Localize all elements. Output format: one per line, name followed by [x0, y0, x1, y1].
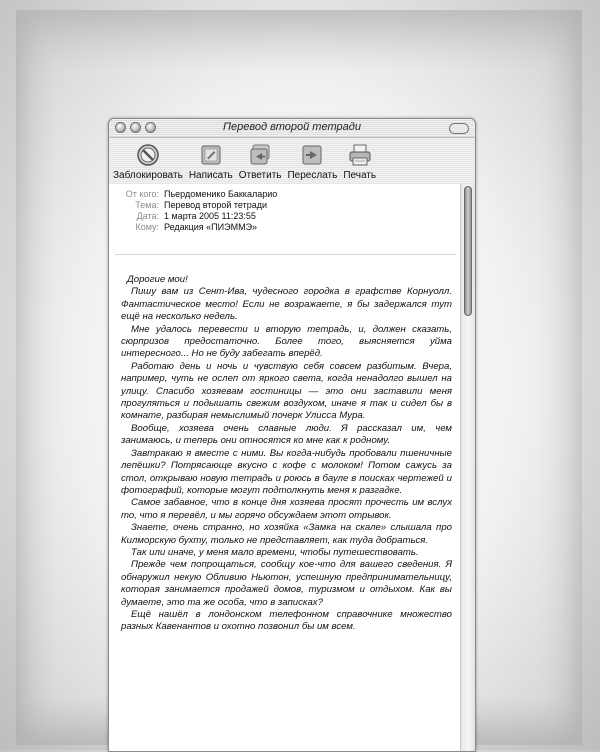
forward-button[interactable]	[287, 138, 337, 181]
header-to-label: Кому:	[135, 222, 159, 232]
reply-icon	[248, 143, 272, 167]
message-pane	[109, 184, 460, 751]
body-paragraph: Завтракаю я вместе с ними. Вы когда-нибудь пробовали пшеничные лепёшки? Потрясающе вкусно с кофе с молоком! Потом сажусь за стол, открываю новую тетрадь и роюсь в бауле в поисках чертежей и фотографий, которые могут подтолкнуть меня к разгадке.	[121, 447, 452, 496]
toolbar-toggle-button[interactable]	[449, 123, 469, 134]
header-date	[113, 211, 460, 222]
header-from-label: От кого:	[125, 189, 159, 199]
body-paragraph: Мне удалось перевести и вторую тетрадь, и, должен сказать, сюрпризов предостаточно. Более того, выясняется уйма интересного... Но не буду забегать вперёд.	[121, 323, 452, 360]
block-icon	[136, 143, 160, 167]
forward-button-label: Переслать	[287, 170, 338, 181]
block-button-label: Заблокировать	[113, 170, 183, 181]
block-button[interactable]	[113, 138, 183, 181]
header-date-label: Дата:	[136, 211, 159, 221]
body-paragraph: Знаете, очень странно, но хозяйка «Замка на скале» слышала про Килморскую бухту, только не представляет, как туда добраться.	[121, 522, 452, 546]
toolbar	[109, 138, 475, 185]
body-paragraph: Работаю день и ночь и чувствую себя совсем разбитым. Вчера, например, чуть не ослеп от яркого света, когда ненадолго вышел на улицу. Спасибо хозяевам гостиницы — это они заставили меня прогуляться и подышать свежим воздухом, иначе я так и сидел бы в комнате, разбирая немыслимый почерк Улисса Мура.	[121, 360, 452, 422]
message-body	[121, 274, 452, 634]
body-paragraph: Так или иначе, у меня мало времени, чтобы путешествовать.	[131, 546, 419, 558]
body-paragraph: Самое забавное, что в конце дня хозяева просят прочесть им вслух то, что я перевёл, и мы горячо обсуждаем этот отрывок.	[121, 497, 452, 521]
header-to	[113, 222, 460, 233]
paper-stain-top	[16, 10, 582, 70]
window-title: Перевод второй тетради	[223, 121, 361, 133]
compose-icon	[199, 143, 223, 167]
compose-button[interactable]	[189, 138, 233, 181]
print-button-label: Печать	[343, 170, 377, 181]
header-subject	[113, 200, 460, 211]
header-from-value: Пьердоменико Баккаларио	[164, 189, 278, 199]
body-paragraph: Вообще, хозяева очень славные люди. Я рассказал им, чем занимаюсь, и теперь они относятся ко мне как к родному.	[121, 422, 452, 447]
reply-button[interactable]	[239, 138, 282, 181]
mail-window	[108, 118, 476, 752]
header-to-value: Редакция «ПИЭММЭ»	[164, 222, 258, 232]
reply-button-label: Ответить	[238, 170, 282, 181]
printer-icon	[348, 143, 372, 167]
header-from	[113, 189, 460, 200]
greeting: Дорогие мои!	[127, 274, 188, 285]
print-button[interactable]	[343, 138, 376, 181]
scrollbar-thumb[interactable]	[464, 186, 472, 316]
forward-icon	[300, 143, 324, 167]
header-divider	[115, 254, 456, 255]
header-subject-value: Перевод второй тетради	[164, 200, 268, 210]
compose-button-label: Написать	[188, 170, 233, 181]
vertical-scrollbar[interactable]	[460, 184, 475, 751]
header-subject-label: Тема:	[135, 200, 159, 210]
body-paragraph: Ещё нашёл в лондонском телефонном справочнике множество разных Кавенантов и охотно позвонил бы им всем.	[121, 608, 452, 633]
message-headers	[109, 184, 460, 233]
header-date-value: 1 марта 2005 11:23:55	[164, 211, 256, 221]
body-paragraph: Прежде чем попрощаться, сообщу кое-что для вашего сведения. Я обнаружил некую Обливию Ньютон, успешную предпринимательницу, которая занимается продажей домов, туризмом и отдыхом. Как вы думаете, это та же особа, что в записках?	[121, 559, 452, 608]
body-paragraph: Пишу вам из Сент-Ива, чудесного городка в графстве Корнуолл. Фантастическое место! Если не возражаете, я бы задержался тут ещё на несколько недель.	[121, 286, 452, 323]
title-bar[interactable]	[109, 119, 475, 138]
